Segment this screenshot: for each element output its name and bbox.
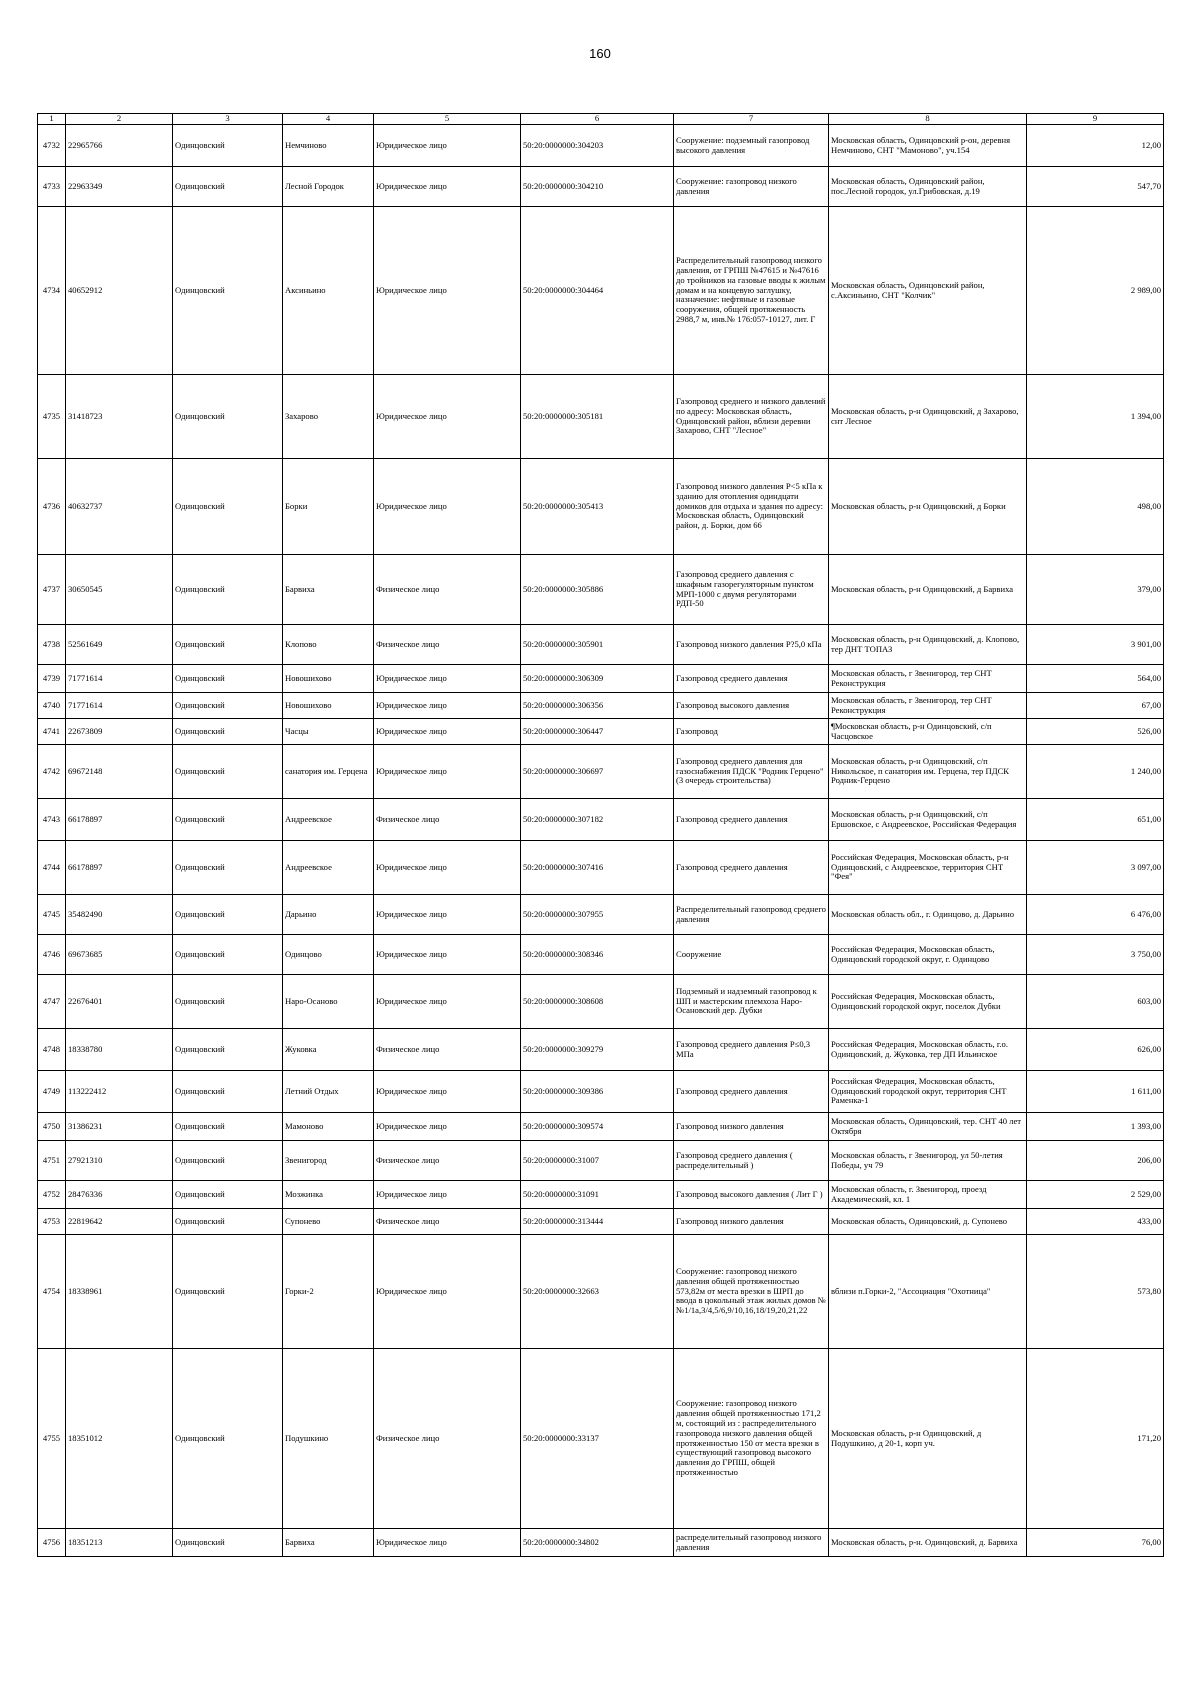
cadastral-number-cell: 50:20:0000000:306356 [521, 693, 674, 719]
table-row [38, 625, 1164, 665]
locality-cell: Подушкино [283, 1349, 374, 1529]
table-row [38, 1141, 1164, 1181]
table-row [38, 1181, 1164, 1209]
value-cell: 526,00 [1027, 719, 1164, 745]
locality-cell: Новошихово [283, 665, 374, 693]
address-cell: Московская область, р-н. Одинцовский, д. Барвиха [829, 1529, 1027, 1557]
district-cell: Одинцовский [173, 935, 283, 975]
locality-cell: Жуковка [283, 1029, 374, 1071]
object-id: 40652912 [66, 207, 173, 375]
table-row [38, 167, 1164, 207]
locality-cell: Лесной Городок [283, 167, 374, 207]
column-header: 2 [66, 114, 173, 125]
owner-type-cell: Юридическое лицо [374, 841, 521, 895]
object-description-cell: Сооружение: подземный газопровод высокого давления [674, 125, 829, 167]
value-cell: 573,80 [1027, 1235, 1164, 1349]
owner-type-cell: Юридическое лицо [374, 1181, 521, 1209]
object-description-cell: Газопровод высокого давления [674, 693, 829, 719]
owner-type-cell: Юридическое лицо [374, 1529, 521, 1557]
address-cell: Московская область, Одинцовский, тер. СНТ 40 лет Октября [829, 1113, 1027, 1141]
owner-type-cell: Юридическое лицо [374, 207, 521, 375]
row-number: 4739 [38, 665, 66, 693]
district-cell: Одинцовский [173, 975, 283, 1029]
address-cell: Московская область обл., г. Одинцово, д. Дарьино [829, 895, 1027, 935]
table-row [38, 975, 1164, 1029]
column-header: 6 [521, 114, 674, 125]
district-cell: Одинцовский [173, 167, 283, 207]
object-description-cell: Газопровод среднего давления Р≤0,3 МПа [674, 1029, 829, 1071]
object-id: 113222412 [66, 1071, 173, 1113]
cadastral-number-cell: 50:20:0000000:307182 [521, 799, 674, 841]
address-cell: Российская Федерация, Московская область, Одинцовский городской округ, территория СНТ Раменка-1 [829, 1071, 1027, 1113]
cadastral-number-cell: 50:20:0000000:33137 [521, 1349, 674, 1529]
owner-type-cell: Физическое лицо [374, 625, 521, 665]
cadastral-number-cell: 50:20:0000000:32663 [521, 1235, 674, 1349]
table-row [38, 745, 1164, 799]
table-row [38, 1113, 1164, 1141]
value-cell: 2 529,00 [1027, 1181, 1164, 1209]
object-description-cell: Подземный и надземный газопровод к ШП и мастерским племхоза Наро-Осановский дер. Дубки [674, 975, 829, 1029]
address-cell: Московская область, г Звенигород, ул 50-летия Победы, уч 79 [829, 1141, 1027, 1181]
object-id: 22819642 [66, 1209, 173, 1235]
row-number: 4741 [38, 719, 66, 745]
value-cell: 603,00 [1027, 975, 1164, 1029]
owner-type-cell: Юридическое лицо [374, 935, 521, 975]
value-cell: 1 393,00 [1027, 1113, 1164, 1141]
object-id: 31418723 [66, 375, 173, 459]
row-number: 4733 [38, 167, 66, 207]
value-cell: 1 240,00 [1027, 745, 1164, 799]
locality-cell: Захарово [283, 375, 374, 459]
object-id: 40632737 [66, 459, 173, 555]
address-cell: Московская область, р-н Одинцовский, д. Клопово, тер ДНТ ТОПАЗ [829, 625, 1027, 665]
district-cell: Одинцовский [173, 745, 283, 799]
value-cell: 547,70 [1027, 167, 1164, 207]
object-description-cell: распределительный газопровод низкого давления [674, 1529, 829, 1557]
locality-cell: Новошихово [283, 693, 374, 719]
locality-cell: Звенигород [283, 1141, 374, 1181]
address-cell: Московская область, р-н Одинцовский, д Захарово, снт Лесное [829, 375, 1027, 459]
address-cell: Московская область, р-н Одинцовский, с/п Ершовское, с Андреевское, Российская Федерация [829, 799, 1027, 841]
address-cell: вблизи п.Горки-2, "Ассоциация "Охотница" [829, 1235, 1027, 1349]
row-number: 4736 [38, 459, 66, 555]
value-cell: 379,00 [1027, 555, 1164, 625]
cadastral-number-cell: 50:20:0000000:305413 [521, 459, 674, 555]
object-id: 18351012 [66, 1349, 173, 1529]
object-description-cell: Сооружение: газопровод низкого давления общей протяженностью 171,2 м, состоящий из : распределительного газопровода низкого давления общей протяженностью 150 от места врезки в существующий газопровод высокого давления до ГРПШ, общей протяженностью [674, 1349, 829, 1529]
object-id: 22676401 [66, 975, 173, 1029]
district-cell: Одинцовский [173, 207, 283, 375]
object-id: 52561649 [66, 625, 173, 665]
row-number: 4737 [38, 555, 66, 625]
cadastral-number-cell: 50:20:0000000:306309 [521, 665, 674, 693]
locality-cell: Андреевское [283, 799, 374, 841]
owner-type-cell: Юридическое лицо [374, 975, 521, 1029]
address-cell: Московская область, р-н Одинцовский, с/п Никольское, п санатория им. Герцена, тер ПДСК Родник-Герцено [829, 745, 1027, 799]
object-description-cell: Сооружение: газопровод низкого давления [674, 167, 829, 207]
value-cell: 12,00 [1027, 125, 1164, 167]
object-id: 18338961 [66, 1235, 173, 1349]
object-description-cell: Газопровод высокого давления ( Лит Г ) [674, 1181, 829, 1209]
table-row [38, 841, 1164, 895]
owner-type-cell: Юридическое лицо [374, 459, 521, 555]
address-cell: Российская Федерация, Московская область, р-н Одинцовский, с Андреевское, территория СНТ "Фея" [829, 841, 1027, 895]
value-cell: 564,00 [1027, 665, 1164, 693]
table-row [38, 895, 1164, 935]
column-header: 3 [173, 114, 283, 125]
district-cell: Одинцовский [173, 1235, 283, 1349]
column-header: 8 [829, 114, 1027, 125]
value-cell: 626,00 [1027, 1029, 1164, 1071]
table-row [38, 555, 1164, 625]
district-cell: Одинцовский [173, 625, 283, 665]
row-number: 4742 [38, 745, 66, 799]
value-cell: 651,00 [1027, 799, 1164, 841]
owner-type-cell: Юридическое лицо [374, 665, 521, 693]
address-cell: Московская область, р-н Одинцовский, д Борки [829, 459, 1027, 555]
table-row [38, 1209, 1164, 1235]
value-cell: 67,00 [1027, 693, 1164, 719]
column-header: 1 [38, 114, 66, 125]
owner-type-cell: Юридическое лицо [374, 895, 521, 935]
object-id: 18338780 [66, 1029, 173, 1071]
district-cell: Одинцовский [173, 895, 283, 935]
district-cell: Одинцовский [173, 1209, 283, 1235]
row-number: 4754 [38, 1235, 66, 1349]
row-number: 4744 [38, 841, 66, 895]
row-number: 4746 [38, 935, 66, 975]
table-row [38, 1349, 1164, 1529]
address-cell: Московская область, Одинцовский, д. Супонево [829, 1209, 1027, 1235]
value-cell: 1 394,00 [1027, 375, 1164, 459]
row-number: 4740 [38, 693, 66, 719]
object-description-cell: Газопровод низкого давления [674, 1113, 829, 1141]
address-cell: Московская область, р-н Одинцовский, д Барвиха [829, 555, 1027, 625]
owner-type-cell: Физическое лицо [374, 799, 521, 841]
district-cell: Одинцовский [173, 459, 283, 555]
district-cell: Одинцовский [173, 799, 283, 841]
object-id: 66178897 [66, 799, 173, 841]
object-description-cell: Распределительный газопровод среднего давления [674, 895, 829, 935]
object-id: 35482490 [66, 895, 173, 935]
object-id: 22965766 [66, 125, 173, 167]
object-id: 22963349 [66, 167, 173, 207]
district-cell: Одинцовский [173, 1029, 283, 1071]
locality-cell: Барвиха [283, 1529, 374, 1557]
object-id: 28476336 [66, 1181, 173, 1209]
district-cell: Одинцовский [173, 1181, 283, 1209]
address-cell: ¶Московская область, р-н Одинцовский, с/п Часцовское [829, 719, 1027, 745]
object-description-cell: Газопровод среднего давления ( распределительный ) [674, 1141, 829, 1181]
table-row [38, 719, 1164, 745]
cadastral-number-cell: 50:20:0000000:304210 [521, 167, 674, 207]
cadastral-number-cell: 50:20:0000000:309279 [521, 1029, 674, 1071]
object-id: 27921310 [66, 1141, 173, 1181]
locality-cell: Мозжинка [283, 1181, 374, 1209]
header-row [38, 114, 1164, 125]
value-cell: 3 901,00 [1027, 625, 1164, 665]
value-cell: 206,00 [1027, 1141, 1164, 1181]
cadastral-number-cell: 50:20:0000000:31091 [521, 1181, 674, 1209]
cadastral-number-cell: 50:20:0000000:307955 [521, 895, 674, 935]
row-number: 4745 [38, 895, 66, 935]
value-cell: 1 611,00 [1027, 1071, 1164, 1113]
object-id: 69672148 [66, 745, 173, 799]
value-cell: 2 989,00 [1027, 207, 1164, 375]
owner-type-cell: Юридическое лицо [374, 719, 521, 745]
column-header: 7 [674, 114, 829, 125]
locality-cell: Борки [283, 459, 374, 555]
column-header: 4 [283, 114, 374, 125]
object-id: 69673685 [66, 935, 173, 975]
owner-type-cell: Физическое лицо [374, 1141, 521, 1181]
value-cell: 3 750,00 [1027, 935, 1164, 975]
owner-type-cell: Юридическое лицо [374, 1235, 521, 1349]
table-row [38, 207, 1164, 375]
district-cell: Одинцовский [173, 125, 283, 167]
cadastral-number-cell: 50:20:0000000:305901 [521, 625, 674, 665]
address-cell: Российская Федерация, Московская область, Одинцовский городской округ, поселок Дубки [829, 975, 1027, 1029]
cadastral-number-cell: 50:20:0000000:304464 [521, 207, 674, 375]
cadastral-number-cell: 50:20:0000000:34802 [521, 1529, 674, 1557]
cadastral-number-cell: 50:20:0000000:309386 [521, 1071, 674, 1113]
object-description-cell: Сооружение [674, 935, 829, 975]
address-cell: Московская область, р-н Одинцовский, д Подушкино, д 20-1, корп уч. [829, 1349, 1027, 1529]
owner-type-cell: Юридическое лицо [374, 693, 521, 719]
table-row [38, 1071, 1164, 1113]
locality-cell: Мамоново [283, 1113, 374, 1141]
locality-cell: Часцы [283, 719, 374, 745]
district-cell: Одинцовский [173, 1113, 283, 1141]
district-cell: Одинцовский [173, 665, 283, 693]
district-cell: Одинцовский [173, 1141, 283, 1181]
object-description-cell: Сооружение: газопровод низкого давления общей протяженностью 573,82м от места врезки в ШРП до ввода в цокольный этаж жилых домов №№1/1а,3/4,5/6,9/10,16,18/19,20,21,22 [674, 1235, 829, 1349]
object-description-cell: Газопровод среднего давления с шкафным газорегуляторным пунктом МРП-1000 с двумя регуляторами РДП-50 [674, 555, 829, 625]
cadastral-number-cell: 50:20:0000000:308608 [521, 975, 674, 1029]
cadastral-number-cell: 50:20:0000000:31007 [521, 1141, 674, 1181]
object-description-cell: Газопровод среднего давления [674, 665, 829, 693]
address-cell: Российская Федерация, Московская область, г.о. Одинцовский, д. Жуковка, тер ДП Ильинское [829, 1029, 1027, 1071]
cadastral-number-cell: 50:20:0000000:306447 [521, 719, 674, 745]
owner-type-cell: Юридическое лицо [374, 745, 521, 799]
owner-type-cell: Физическое лицо [374, 1349, 521, 1529]
column-header: 9 [1027, 114, 1164, 125]
row-number: 4756 [38, 1529, 66, 1557]
row-number: 4752 [38, 1181, 66, 1209]
table-row [38, 125, 1164, 167]
table-row [38, 459, 1164, 555]
object-description-cell: Газопровод среднего давления для газоснабжения ПДСК "Родник Герцено" (3 очередь строительства) [674, 745, 829, 799]
locality-cell: санатория им. Герцена [283, 745, 374, 799]
locality-cell: Одинцово [283, 935, 374, 975]
value-cell: 3 097,00 [1027, 841, 1164, 895]
owner-type-cell: Физическое лицо [374, 1209, 521, 1235]
address-cell: Московская область, Одинцовский район, с.Аксиньино, СНТ "Колчик" [829, 207, 1027, 375]
locality-cell: Андреевское [283, 841, 374, 895]
object-id: 71771614 [66, 665, 173, 693]
value-cell: 76,00 [1027, 1529, 1164, 1557]
locality-cell: Клопово [283, 625, 374, 665]
object-description-cell: Газопровод низкого давления Р<5 кПа к зданию для отопления одиндцати домиков для отдыха и здания по адресу: Московская область, Одинцовский район, д. Борки, дом 66 [674, 459, 829, 555]
table-row [38, 665, 1164, 693]
table-row [38, 799, 1164, 841]
district-cell: Одинцовский [173, 1349, 283, 1529]
object-description-cell: Газопровод среднего давления [674, 1071, 829, 1113]
district-cell: Одинцовский [173, 555, 283, 625]
object-id: 66178897 [66, 841, 173, 895]
table-row [38, 375, 1164, 459]
row-number: 4755 [38, 1349, 66, 1529]
table-row [38, 693, 1164, 719]
object-description-cell: Газопровод [674, 719, 829, 745]
table-row [38, 1235, 1164, 1349]
district-cell: Одинцовский [173, 1529, 283, 1557]
table-row [38, 935, 1164, 975]
cadastral-number-cell: 50:20:0000000:305886 [521, 555, 674, 625]
object-description-cell: Газопровод среднего давления [674, 799, 829, 841]
registry-table [37, 113, 1164, 1557]
locality-cell: Наро-Осаново [283, 975, 374, 1029]
owner-type-cell: Юридическое лицо [374, 1071, 521, 1113]
object-id: 30650545 [66, 555, 173, 625]
owner-type-cell: Юридическое лицо [374, 1113, 521, 1141]
district-cell: Одинцовский [173, 1071, 283, 1113]
locality-cell: Горки-2 [283, 1235, 374, 1349]
value-cell: 6 476,00 [1027, 895, 1164, 935]
row-number: 4753 [38, 1209, 66, 1235]
value-cell: 498,00 [1027, 459, 1164, 555]
owner-type-cell: Юридическое лицо [374, 167, 521, 207]
address-cell: Московская область, г Звенигород, тер СНТ Реконструкция [829, 665, 1027, 693]
row-number: 4749 [38, 1071, 66, 1113]
cadastral-number-cell: 50:20:0000000:304203 [521, 125, 674, 167]
object-id: 71771614 [66, 693, 173, 719]
address-cell: Российская Федерация, Московская область, Одинцовский городской округ, г. Одинцово [829, 935, 1027, 975]
column-header: 5 [374, 114, 521, 125]
object-id: 31386231 [66, 1113, 173, 1141]
cadastral-number-cell: 50:20:0000000:313444 [521, 1209, 674, 1235]
object-description-cell: Газопровод низкого давления [674, 1209, 829, 1235]
row-number: 4738 [38, 625, 66, 665]
address-cell: Московская область, г. Звенигород, проезд Академический, кл. 1 [829, 1181, 1027, 1209]
object-id: 22673809 [66, 719, 173, 745]
table-row [38, 1529, 1164, 1557]
locality-cell: Дарьино [283, 895, 374, 935]
row-number: 4735 [38, 375, 66, 459]
object-description-cell: Газопровод среднего и низкого давлений по адресу: Московская область, Одинцовский район, вблизи деревни Захарово, СНТ "Лесное" [674, 375, 829, 459]
row-number: 4734 [38, 207, 66, 375]
owner-type-cell: Физическое лицо [374, 555, 521, 625]
cadastral-number-cell: 50:20:0000000:308346 [521, 935, 674, 975]
cadastral-number-cell: 50:20:0000000:307416 [521, 841, 674, 895]
district-cell: Одинцовский [173, 375, 283, 459]
row-number: 4747 [38, 975, 66, 1029]
locality-cell: Барвиха [283, 555, 374, 625]
district-cell: Одинцовский [173, 841, 283, 895]
object-description-cell: Распределительный газопровод низкого давления, от ГРПШ №47615 и №47616 до тройников на газовые вводы к жилым домам и на концевую заглушку, назначение: нефтяные и газовые сооружения, общей протяженность 2988,7 м, инв.№ 176:057-10127, лит. Г [674, 207, 829, 375]
address-cell: Московская область, г Звенигород, тер СНТ Реконструкция [829, 693, 1027, 719]
district-cell: Одинцовский [173, 719, 283, 745]
locality-cell: Супонево [283, 1209, 374, 1235]
owner-type-cell: Юридическое лицо [374, 125, 521, 167]
cadastral-number-cell: 50:20:0000000:309574 [521, 1113, 674, 1141]
owner-type-cell: Физическое лицо [374, 1029, 521, 1071]
owner-type-cell: Юридическое лицо [374, 375, 521, 459]
object-id: 18351213 [66, 1529, 173, 1557]
object-description-cell: Газопровод среднего давления [674, 841, 829, 895]
table-row [38, 1029, 1164, 1071]
district-cell: Одинцовский [173, 693, 283, 719]
row-number: 4750 [38, 1113, 66, 1141]
page-number: 160 [589, 46, 611, 61]
row-number: 4751 [38, 1141, 66, 1181]
value-cell: 433,00 [1027, 1209, 1164, 1235]
row-number: 4732 [38, 125, 66, 167]
address-cell: Московская область, Одинцовский район, пос.Лесной городок, ул.Грибовская, д.19 [829, 167, 1027, 207]
cadastral-number-cell: 50:20:0000000:306697 [521, 745, 674, 799]
locality-cell: Аксиньино [283, 207, 374, 375]
row-number: 4743 [38, 799, 66, 841]
object-description-cell: Газопровод низкого давления Р?5,0 кПа [674, 625, 829, 665]
cadastral-number-cell: 50:20:0000000:305181 [521, 375, 674, 459]
address-cell: Московская область, Одинцовский р-он, деревня Немчиново, СНТ "Мамоново", уч.154 [829, 125, 1027, 167]
value-cell: 171,20 [1027, 1349, 1164, 1529]
locality-cell: Немчиново [283, 125, 374, 167]
locality-cell: Летний Отдых [283, 1071, 374, 1113]
row-number: 4748 [38, 1029, 66, 1071]
table-body [38, 125, 1164, 1557]
